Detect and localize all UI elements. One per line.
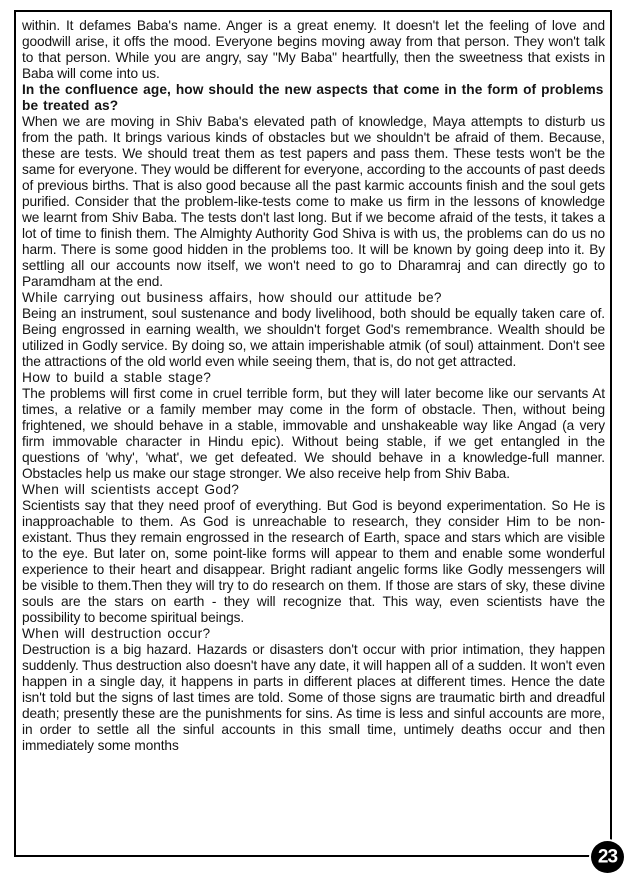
paragraph: Destruction is a big hazard. Hazards or disasters don't occur with prior intimation, they happen suddenly. Thus destruction also doesn't have any date, it will happen all of a sudden. It won't even happen in a single day, it happens in parts in different places at different times. Hence the date isn't told but the signs of last times are told. Some of those signs are traumatic birth and dreadful death; presently these are the punishments for sins. As time is less and sinful accounts are more, in order to settle all the sinful accounts in this small time, untimely deaths occur and then immediately some months: [22, 642, 605, 753]
paragraph: When we are moving in Shiv Baba's elevated path of knowledge, Maya attempts to disturb us from the path. It brings various kinds of obstacles but we shouldn't be afraid of them. Because, these are tests. We should treat them as test papers and pass them. These tests won't be the same for everyone. They would be different for everyone, according to the accounts of past deeds of previous births. That is also good because all the past karmic accounts finish and the soul gets purified. Consider that the problem-like-tests come to make us firm in the lessons of knowledge we learnt from Shiv Baba. The tests don't last long. But if we become afraid of the tests, it takes a lot of time to finish them. The Almighty Authority God Shiva is with us, the problems can do us no harm. There is some good hidden in the problems too. It will be known by going deep into it. By settling all our accounts now itself, we won't need to go to Dharamraj and can directly go to Paramdham at the end.: [22, 114, 605, 289]
question-heading: When will scientists accept God?: [22, 482, 240, 497]
paragraph: Scientists say that they need proof of everything. But God is beyond experimentation. So He is inapproachable to them. As God is unreachable to research, they consider Him to be non-existant. Thus they remain engrossed in the research of Earth, space and stars which are visible to the eye. But later on, some point-like forms will appear to them and enable some wonderful experience to their heart and disappear. Bright radiant angelic forms like Godly messengers will be visible to them.Then they will try to do research on them. If those are stars of sky, these divine souls are the stars on earth - they will recognize that. This way, even scientists have the possibility to become spiritual beings.: [22, 498, 605, 625]
question-heading: While carrying out business affairs, how should our attitude be?: [22, 290, 442, 305]
paragraph: Being an instrument, soul sustenance and body livelihood, both should be equally taken care of. Being engrossed in earning wealth, we shouldn't forget God's remembrance. Wealth should be utilized in Godly service. By doing so, we attain imperishable atmik (of soul) attainment. Don't see the attractions of the old world even while seeing them, that is, do not get attracted.: [22, 306, 605, 369]
page-text-content: [16, 12, 610, 756]
paragraph: The problems will first come in cruel terrible form, but they will later become like our servants At times, a relative or a family member may come in the form of obstacle. Then, without being frightened, we should behave in a stable, immovable and unshakeable way like Angad (a very firm immovable character in Hindu epic). Without being stable, if we get entangled in the questions of 'why', 'what', we get defeated. We should behave in a knowledge-full manner. Obstacles help us make our stage stronger. We also receive help from Shiv Baba.: [22, 386, 605, 481]
question-heading: When will destruction occur?: [22, 626, 211, 641]
question-heading: How to build a stable stage?: [22, 370, 212, 385]
question-heading: In the confluence age, how should the new aspects that come in the form of problems be treated as?: [22, 82, 604, 113]
paragraph: within. It defames Baba's name. Anger is a great enemy. It doesn't let the feeling of love and goodwill arise, it offs the mood. Everyone begins moving away from that person. They won't talk to that person. While you are angry, say "My Baba" heartfully, then the sweetness that exists in Baba will come into us.: [22, 18, 605, 81]
page-number: 23: [597, 846, 618, 867]
page-border-frame: [14, 10, 612, 857]
page-number-badge: [589, 839, 626, 875]
